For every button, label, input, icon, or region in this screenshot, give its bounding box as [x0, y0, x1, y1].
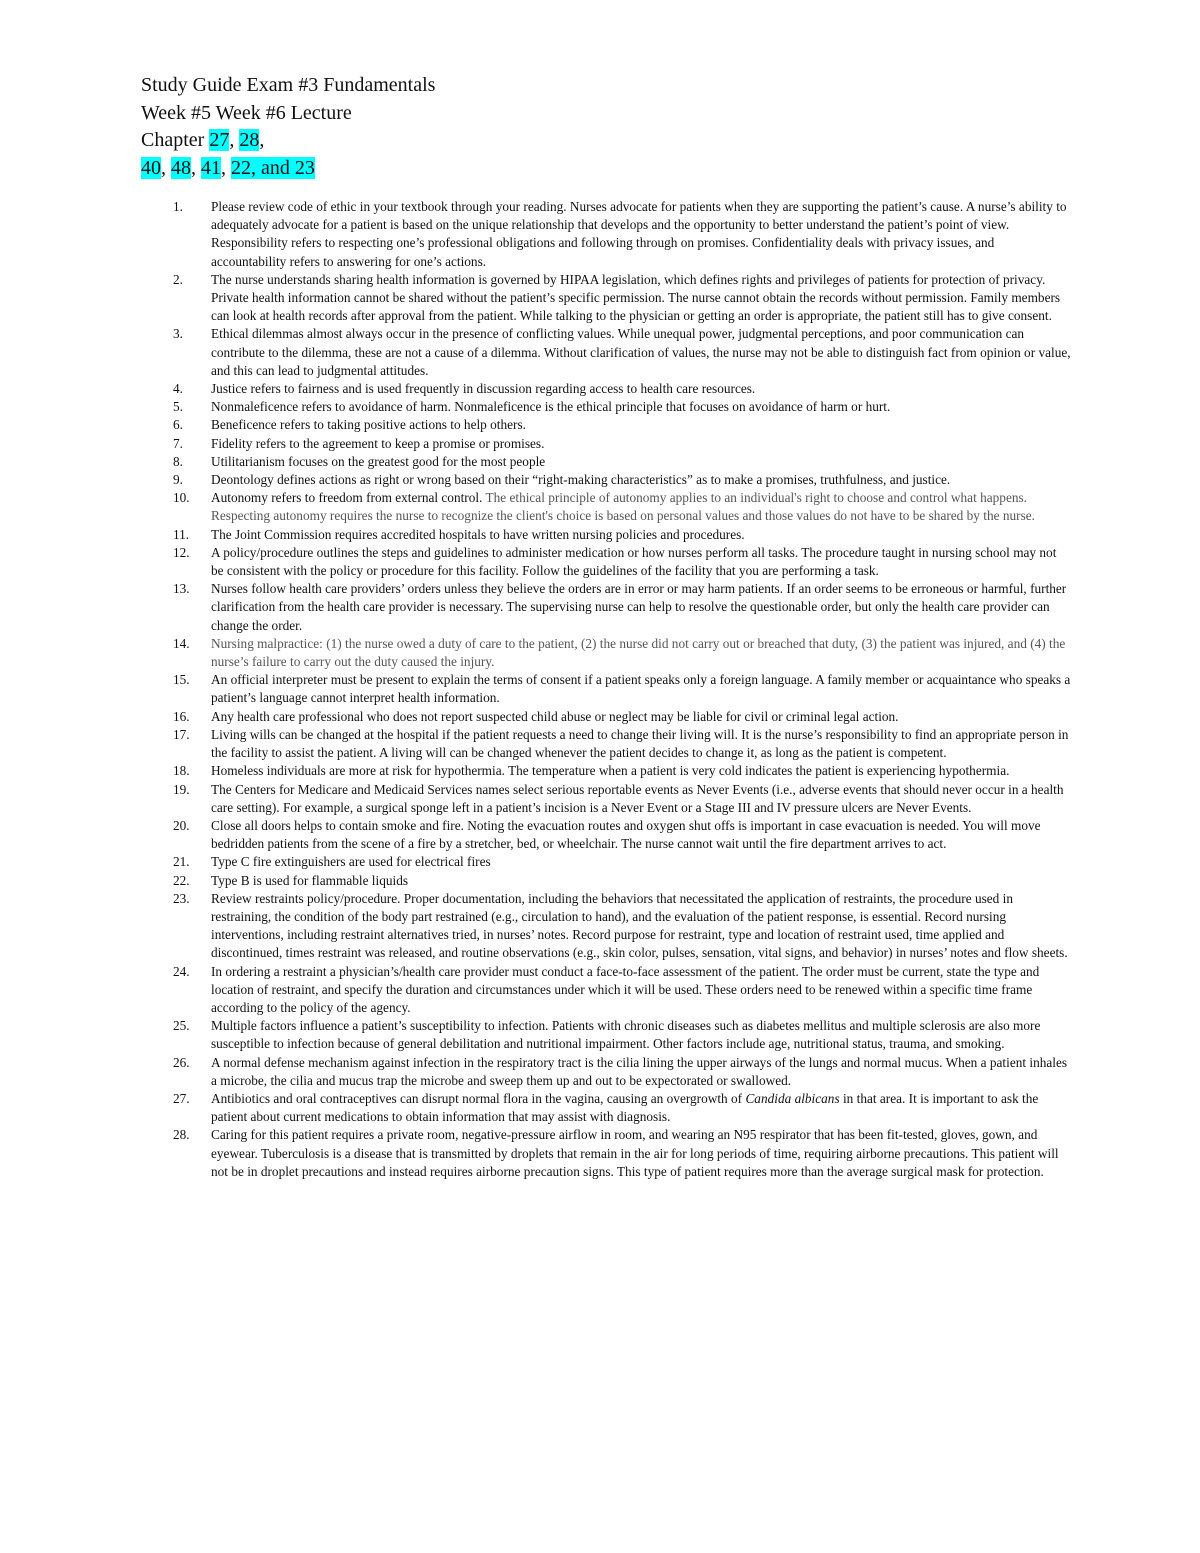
- chapter-separator: ,: [161, 156, 171, 179]
- list-item: [141, 435, 1071, 453]
- item-text-main: Caring for this patient requires a private room, negative-pressure airflow in room, and wearing an N95 respirator that has been fit-tested, gloves, gown, and eyewear. Tuberculosis is a disease that is transmitted by droplets that remain in the air for long periods of time, requiring airborne precautions. This patient will not be in droplet precautions and instead requires airborne precaution signs. This type of patient requires more than the average surgical mask for protection.: [211, 1127, 1059, 1179]
- item-text: [211, 1090, 1071, 1126]
- item-text-main: Ethical dilemmas almost always occur in the presence of conflicting values. While unequal power, judgmental perceptions, and poor communication can contribute to the dilemma, these are not a cause of a dilemma. Without clarification of values, the nurse may not be able to distinguish fact from opinion or value, and this can lead to judgmental attitudes.: [211, 326, 1071, 378]
- item-text-gray: Nursing malpractice: (1) the nurse owed a duty of care to the patient, (2) the nurse did not carry out or breached that duty, (3) the patient was injured, and (4) the nurse’s failure to carry out the duty caused the injury.: [211, 635, 1066, 670]
- document-header: [141, 72, 435, 182]
- item-number: 5.: [173, 399, 183, 415]
- chapter-separator: ,: [259, 129, 265, 151]
- item-number: 15.: [173, 672, 190, 688]
- list-item: [141, 471, 1071, 489]
- item-number: 1.: [173, 199, 183, 214]
- list-item: [141, 708, 1071, 726]
- chapter-separator: ,: [229, 129, 240, 151]
- item-text-main: Any health care professional who does not report suspected child abuse or neglect may be liable for civil or criminal legal action.: [211, 708, 899, 724]
- item-text: [211, 781, 1071, 817]
- item-number: 7.: [173, 435, 183, 451]
- list-item: [141, 781, 1071, 817]
- item-text-main: Please review code of ethic in your textbook through your reading. Nurses advocate for patients when they are supporting the patient’s cause. A nurse’s ability to adequately advocate for a patient is based on the unique relationship that develops and the opportunity to better understand the patient’s point of view. Responsibility refers to respecting one’s professional obligations and following through on promises. Confidentiality deals with privacy issues, and accountability refers to answering for one’s actions.: [211, 199, 1067, 269]
- item-text: [211, 726, 1071, 762]
- item-text: [211, 398, 1071, 416]
- item-text: [211, 1054, 1071, 1090]
- item-text: [211, 635, 1071, 671]
- item-number: 3.: [173, 326, 183, 342]
- list-item: [141, 671, 1071, 707]
- item-text-main: Living wills can be changed at the hospital if the patient requests a need to change their living will. It is the nurse’s responsibility to find an appropriate person in the facility to assist the patient. A living will can be changed whenever the patient decides to change it, as long as the patient is competent.: [211, 726, 1069, 761]
- list-item: [141, 853, 1071, 871]
- item-number: 12.: [173, 544, 190, 560]
- list-item: [141, 325, 1071, 380]
- item-text-main: Type B is used for flammable liquids: [211, 872, 409, 888]
- item-number: 20.: [173, 817, 190, 833]
- item-text: [211, 1017, 1071, 1053]
- item-number: 22.: [173, 872, 190, 888]
- list-item: [141, 544, 1071, 580]
- week-line: Week #5 Week #6 Lecture: [141, 101, 352, 124]
- item-text: [211, 1126, 1071, 1181]
- item-number: 8.: [173, 453, 183, 469]
- item-text: [211, 708, 1071, 726]
- list-item: [141, 580, 1071, 635]
- item-text: [211, 762, 1071, 780]
- list-item: [141, 963, 1071, 1018]
- list-item: [141, 398, 1071, 416]
- chapter-separator: ,: [221, 156, 231, 179]
- item-text: [211, 526, 1071, 544]
- item-number: 13.: [173, 581, 190, 597]
- item-text-after: in that area. It is important to ask the patient about current medications to obtain information that may assist with diagnosis.: [211, 1090, 1039, 1125]
- item-text: [211, 544, 1071, 580]
- list-item: [141, 198, 1071, 271]
- item-text-main: Deontology defines actions as right or wrong based on their “right-making characteristics” as to make a promises, truthfulness, and justice.: [211, 472, 951, 488]
- item-text-main: A policy/procedure outlines the steps and guidelines to administer medication or how nurses perform all tasks. The procedure taught in nursing school may not be consistent with the policy or procedure for this facility. Follow the guidelines of the facility that you are performing a task.: [211, 544, 1057, 579]
- item-text: [211, 853, 1071, 871]
- list-item: [141, 1090, 1071, 1126]
- list-item: [141, 416, 1071, 434]
- list-item: [141, 726, 1071, 762]
- item-text-main: A normal defense mechanism against infection in the respiratory tract is the cilia lining the upper airways of the lungs and normal mucus. When a patient inhales a microbe, the cilia and mucus trap the microbe and sweep them up and out to be expectorated or swallowed.: [211, 1054, 1068, 1088]
- chapter-line: [141, 127, 435, 155]
- list-item: [141, 380, 1071, 398]
- item-number: 24.: [173, 963, 190, 979]
- item-number: 25.: [173, 1018, 190, 1034]
- chapter-28-highlight: 28: [239, 129, 260, 151]
- item-text-main: Close all doors helps to contain smoke and fire. Noting the evacuation routes and oxygen shut offs is important in case evacuation is needed. You will move bedridden patients from the scene of a fire by a stretcher, bed, or wheelchair. The nurse cannot wait until the fire department arrives to act.: [211, 817, 1041, 852]
- item-text-main: The nurse understands sharing health information is governed by HIPAA legislation, which defines rights and privileges of patients for protection of privacy. Private health information cannot be shared without the patient’s specific permission. The nurse cannot obtain the records without permission. Family members can look at health records after approval from the patient. While talking to the physician or getting an order is appropriate, the patient still has to give consent.: [211, 271, 1061, 324]
- list-item: [141, 453, 1071, 471]
- item-text-main: Fidelity refers to the agreement to keep a promise or promises.: [211, 435, 545, 451]
- item-number: 27.: [173, 1090, 190, 1106]
- item-text: [211, 580, 1071, 635]
- item-text-main: Homeless individuals are more at risk for hypothermia. The temperature when a patient is very cold indicates the patient is experiencing hypothermia.: [211, 763, 1010, 779]
- item-number: 26.: [173, 1054, 190, 1070]
- item-number: 10.: [173, 490, 190, 506]
- item-text-main: Justice refers to fairness and is used frequently in discussion regarding access to health care resources.: [211, 381, 756, 397]
- item-number: 28.: [173, 1127, 190, 1143]
- item-number: 23.: [173, 890, 190, 906]
- item-text: [211, 453, 1071, 471]
- list-item: [141, 271, 1071, 326]
- chapter-40-highlight: 40: [141, 156, 161, 179]
- item-text: [211, 963, 1071, 1018]
- item-text-main: Nurses follow health care providers’ orders unless they believe the orders are in error or may harm patients. If an order seems to be erroneous or harmful, further clarification from the health care provider is necessary. The supervising nurse can help to resolve the questionable order, but only the health care provider can change the order.: [211, 581, 1067, 633]
- list-item: [141, 635, 1071, 671]
- study-guide-list: [141, 198, 1071, 1181]
- item-number: 17.: [173, 726, 190, 742]
- item-text: [211, 325, 1071, 380]
- list-item: [141, 1126, 1071, 1181]
- item-text-main: Beneficence refers to taking positive actions to help others.: [211, 417, 526, 433]
- item-text-gray: The ethical principle of autonomy applies to an individual's right to choose and control what happens. Respecting autonomy requires the nurse to recognize the client's choice is based on personal values and those values do not have to be shared by the nurse.: [211, 490, 1035, 524]
- item-number: 6.: [173, 417, 183, 433]
- item-text-main: Nonmaleficence refers to avoidance of harm. Nonmaleficence is the ethical principle that focuses on avoidance of harm or hurt.: [211, 399, 891, 415]
- item-text-main: Utilitarianism focuses on the greatest good for the most people: [211, 453, 546, 469]
- item-text: [211, 817, 1071, 853]
- item-text-italic: Candida albicans: [745, 1090, 840, 1106]
- item-text-main: Autonomy refers to freedom from external control.: [211, 490, 483, 506]
- item-number: 16.: [173, 708, 190, 724]
- list-item: [141, 762, 1071, 780]
- item-text-main: Multiple factors influence a patient’s susceptibility to infection. Patients with chronic diseases such as diabetes mellitus and multiple sclerosis are also more susceptible to infection because of general debilitation and nutritional impairment. Other factors include age, nutritional status, trauma, and smoking.: [211, 1018, 1041, 1052]
- chapter-line-continued: [141, 155, 435, 183]
- item-text-main: Review restraints policy/procedure. Proper documentation, including the behaviors that necessitated the application of restraints, the procedure used in restraining, the condition of the body part restrained (e.g., circulation to hand), and the evaluation of the patient response, is essential. Record nursing interventions, including restraint alternatives tried, in nurses’ notes. Record purpose for restraint, type and location of restraint used, time applied and discontinued, times restraint was released, and routine observations (e.g., skin color, pulses, sensation, vital signs, and behavior) in nurses’ notes and flow sheets.: [211, 890, 1068, 961]
- list-item: [141, 872, 1071, 890]
- list-item: [141, 817, 1071, 853]
- item-text: [211, 890, 1071, 963]
- item-text: [211, 489, 1071, 525]
- list-item: [141, 1017, 1071, 1053]
- item-number: 2.: [173, 271, 183, 287]
- chapter-27-highlight: 27: [209, 129, 230, 151]
- item-text-main: The Centers for Medicare and Medicaid Services names select serious reportable events as Never Events (i.e., adverse events that should never occur in a health care setting). For example, a surgical sponge left in a patient’s incision is a Never Event or a Stage III and IV pressure ulcers are Never Events.: [211, 781, 1064, 815]
- list-item: [141, 526, 1071, 544]
- chapter-separator: ,: [191, 156, 201, 179]
- item-text-main: Type C fire extinguishers are used for electrical fires: [211, 854, 491, 870]
- item-text: [211, 872, 1071, 890]
- item-text-main: In ordering a restraint a physician’s/health care provider must conduct a face-to-face assessment of the patient. The order must be current, state the type and location of restraint, and specify the duration and circumstances under which it will be used. These orders need to be renewed within a specific time frame according to the policy of the agency.: [211, 963, 1040, 1015]
- list-item: [141, 890, 1071, 963]
- document-title: Study Guide Exam #3 Fundamentals: [141, 74, 436, 96]
- item-text: [211, 435, 1071, 453]
- item-text: [211, 198, 1071, 271]
- item-text: [211, 416, 1071, 434]
- item-number: 14.: [173, 635, 190, 651]
- item-number: 11.: [173, 526, 190, 542]
- chapter-41-highlight: 41: [201, 156, 221, 179]
- item-text: [211, 671, 1071, 707]
- item-number: 21.: [173, 854, 190, 870]
- item-text-main: Antibiotics and oral contraceptives can disrupt normal flora in the vagina, causing an overgrowth of: [211, 1090, 746, 1106]
- item-text: [211, 380, 1071, 398]
- item-number: 18.: [173, 763, 190, 779]
- item-text-main: The Joint Commission requires accredited hospitals to have written nursing policies and procedures.: [211, 526, 745, 542]
- chapter-22-23-highlight: 22, and 23: [231, 156, 315, 179]
- item-number: 9.: [173, 472, 183, 488]
- item-text-main: An official interpreter must be present to explain the terms of consent if a patient speaks only a foreign language. A family member or acquaintance who speaks a patient’s language cannot interpret health information.: [211, 672, 1071, 706]
- list-item: [141, 1054, 1071, 1090]
- item-text: [211, 271, 1071, 326]
- list-item: [141, 489, 1071, 525]
- item-number: 19.: [173, 781, 190, 797]
- item-text: [211, 471, 1071, 489]
- chapter-prefix: Chapter: [141, 129, 210, 151]
- item-number: 4.: [173, 381, 183, 397]
- chapter-48-highlight: 48: [171, 156, 191, 179]
